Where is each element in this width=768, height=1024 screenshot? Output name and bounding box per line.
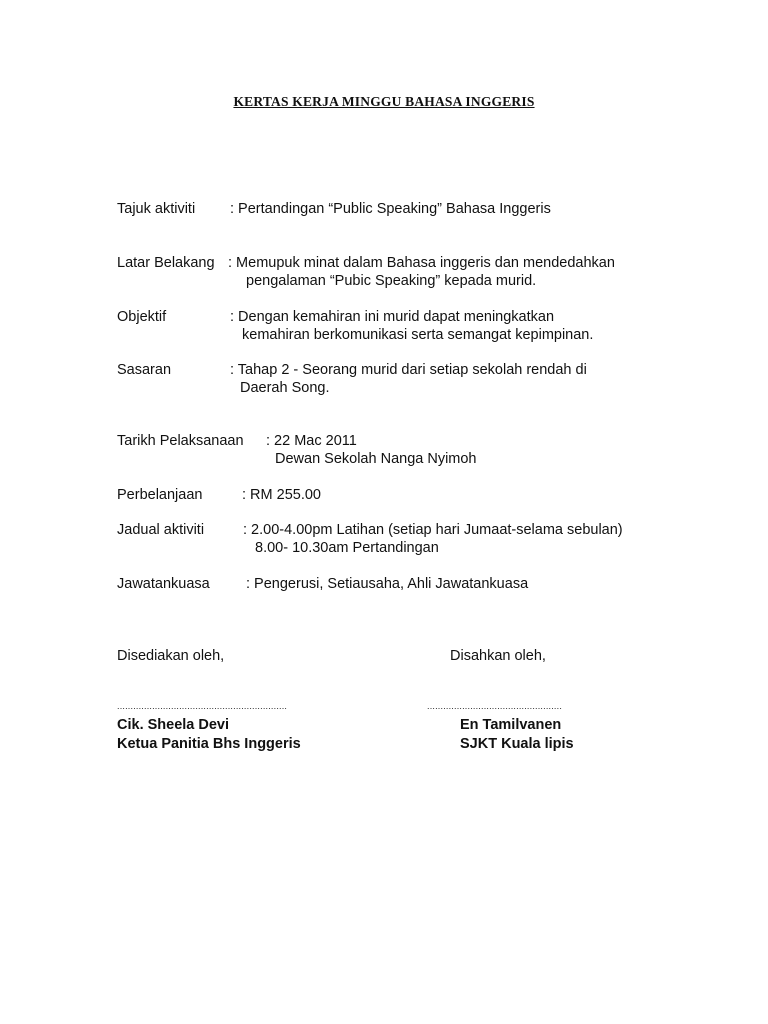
field-value-objektif-line-2: kemahiran berkomunikasi serta semangat kepimpinan. (242, 327, 594, 343)
field-label-sasaran: Sasaran (117, 362, 172, 378)
field-value-latar-belakang-line-2: pengalaman “Pubic Speaking” kepada murid. (246, 273, 537, 289)
field-label-objektif: Objektif (117, 309, 167, 325)
approved-by-signature-line: .................................................. (427, 701, 563, 711)
field-value-sasaran-line-2: Daerah Song. (240, 380, 330, 396)
approved-by-position: SJKT Kuala lipis (460, 736, 574, 752)
prepared-by-signature-line: ............................................................... (117, 701, 288, 711)
field-label-jawatankuasa: Jawatankuasa (117, 576, 210, 592)
field-value-sasaran-line-1: : Tahap 2 - Seorang murid dari setiap sekolah rendah di (230, 362, 587, 378)
approved-by-heading: Disahkan oleh, (450, 648, 546, 664)
document-title: KERTAS KERJA MINGGU BAHASA INGGERIS (233, 94, 535, 109)
prepared-by-position: Ketua Panitia Bhs Inggeris (117, 736, 301, 752)
field-value-jadual-aktiviti-line-2: 8.00- 10.30am Pertandingan (255, 540, 439, 556)
prepared-by-heading: Disediakan oleh, (117, 648, 225, 664)
field-label-latar-belakang: Latar Belakang (117, 255, 215, 271)
field-value-tarikh-pelaksanaan-line-1: : 22 Mac 2011 (266, 433, 357, 449)
approved-by-name: En Tamilvanen (460, 717, 562, 733)
field-value-objektif-line-1: : Dengan kemahiran ini murid dapat meningkatkan (230, 309, 555, 325)
field-value-tajuk-aktiviti: : Pertandingan “Public Speaking” Bahasa Inggeris (230, 201, 551, 217)
field-value-jawatankuasa: : Pengerusi, Setiausaha, Ahli Jawatankuasa (246, 576, 529, 592)
field-value-tarikh-pelaksanaan-line-2: Dewan Sekolah Nanga Nyimoh (275, 451, 477, 467)
field-label-tarikh-pelaksanaan: Tarikh Pelaksanaan (117, 433, 244, 449)
field-label-jadual-aktiviti: Jadual aktiviti (117, 522, 205, 538)
field-label-perbelanjaan: Perbelanjaan (117, 487, 203, 503)
prepared-by-name: Cik. Sheela Devi (117, 717, 230, 733)
field-value-jadual-aktiviti-line-1: : 2.00-4.00pm Latihan (setiap hari Jumaat-selama sebulan) (243, 522, 623, 538)
field-value-latar-belakang-line-1: : Memupuk minat dalam Bahasa inggeris dan mendedahkan (228, 255, 615, 271)
field-value-perbelanjaan: : RM 255.00 (242, 487, 321, 503)
field-label-tajuk-aktiviti: Tajuk aktiviti (117, 201, 196, 217)
